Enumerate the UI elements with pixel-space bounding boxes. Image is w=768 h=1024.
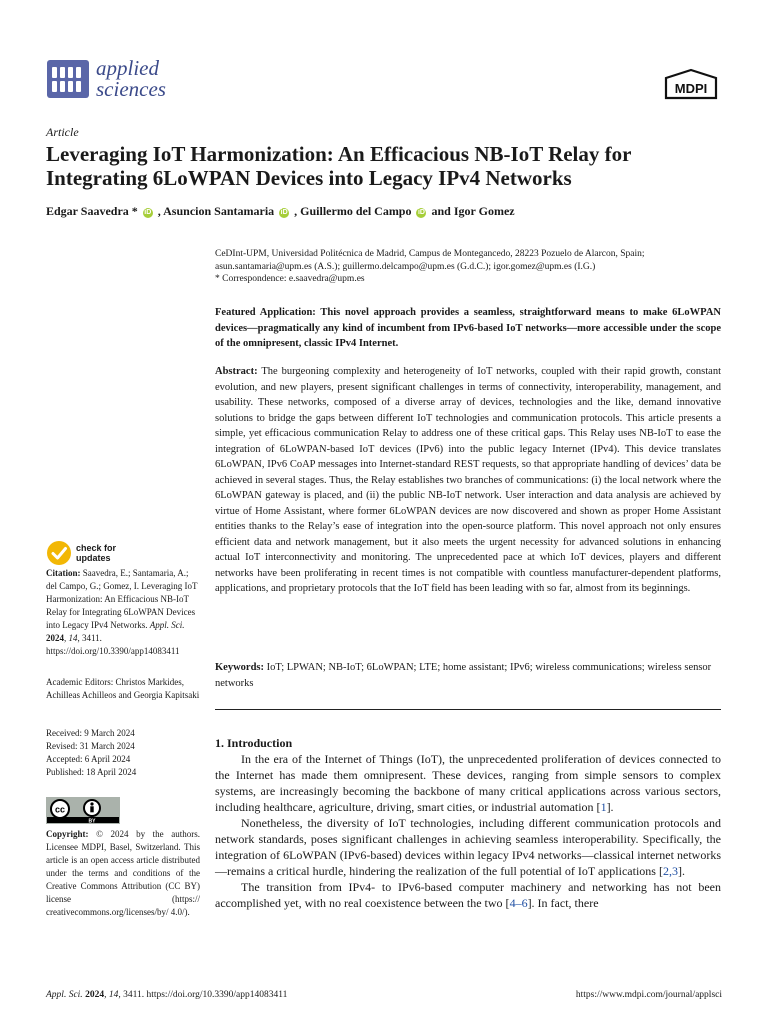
journal-name-line2: sciences <box>96 77 166 101</box>
copyright-text: © 2024 by the authors. Licensee MDPI, Basel, Switzerland. This article is an open access article distributed under the terms and conditions of the Creative Commons Attribution (CC BY) license (https:// creativecommons.org/licenses/by/ 4.0/). <box>46 829 200 917</box>
paragraph-text: In the era of the Internet of Things (IoT), the unprecedented proliferation of devices connected to the Internet has made them omnipresent. These devices, ranging from simple sensors to complex systems, are increasingly becoming the backbone of many critical applications across various sectors, including healthcare, agriculture, driving, smart cities, or industrial automation [ <box>215 752 721 814</box>
publisher-name: MDPI <box>674 81 708 96</box>
footer-journal-url[interactable]: https://www.mdpi.com/journal/applsci <box>575 990 722 1000</box>
affiliation <box>215 248 721 286</box>
footer-volume: , 14 <box>104 990 119 1000</box>
abstract-text: The burgeoning complexity and heterogeneity of IoT networks, coupled with their rapid growth, constant evolution, and new players, present significant challenges in terms of connectivity, interoperability, management, and usability. These networks, composed of a diverse array of devices, technologies and the like, demand innovative solutions to bridge the gaps between different IoT technologies and communication protocols. This article presents a simple, yet efficacious communication Relay to address one of these critical gaps. This Relay uses NB-IoT to ease the integration of 6LoWPAN-based IoT devices (IPv6) into the public legacy Internet (IPv4). This device translates 6LoWPAN, IPv6 CoAP messages into Internet-standard REST requests, so that appropriate handling of devices’ data be achieved in several stages. Thus, the Relay establishes two branches of communications: (i) the local network where the 6LoWPAN gateway is placed, and (ii) the public NB-IoT network. User interaction and data analysis are achieved by virtue of Home Assistant, where former 6LoWPAN devices are now discovered and shown as proper Home Assistant entities thanks to the Relay’s ease of integration into the open-source platform. This novel approach not only ensures efficient data and network management, but it also meets the urgent necessity for advanced solutions in enhancing actual IoT interconnectivity and monitoring. The unprecedented pace at which IoT devices, players and different networks have been proliferating in recent times is not compatible with countless manufacturer-dependent platforms, applications, and proprietary protocols that the IoT field has been leading with so far, almost from its beginnings. <box>215 366 721 594</box>
date-received: Received: 9 March 2024 <box>46 728 135 738</box>
journal-name-line1: applied <box>96 56 159 80</box>
journal-icon <box>46 59 90 99</box>
paragraph-text: ]. <box>606 800 614 814</box>
keywords-text: IoT; LPWAN; NB-IoT; 6LoWPAN; LTE; home assistant; IPv6; wireless communications; wireless sensor networks <box>215 662 712 689</box>
citation-block <box>46 567 200 658</box>
orcid-icon[interactable]: iD <box>144 209 152 216</box>
check-updates-icon <box>46 540 72 566</box>
check-for-updates[interactable] <box>46 540 200 566</box>
author-2[interactable]: , Asuncion Santamaria <box>157 204 275 218</box>
journal-logo[interactable] <box>46 58 166 100</box>
citation-journal: Appl. Sci. <box>149 620 185 630</box>
page-footer <box>46 990 722 1000</box>
featured-application-text: Featured Application: This novel approach provides a seamless, straightforward means to make 6LoWPAN devices—pragmatically any kind of incumbent from IPv6-based IoT networks—more accessible under the scope of the omnipresent, classic IPv4 Internet. <box>215 307 721 349</box>
check-updates-label <box>76 543 116 563</box>
orcid-icon[interactable]: iD <box>280 209 288 216</box>
cc-by-license-icon[interactable] <box>46 797 120 824</box>
introduction-section <box>215 735 721 911</box>
footer-doi[interactable]: , 3411. https://doi.org/10.3390/app14083411 <box>118 990 288 1000</box>
section-heading: 1. Introduction <box>215 736 293 750</box>
author-list <box>46 204 515 219</box>
affiliation-emails: asun.santamaria@upm.es (A.S.); guillermo.delcampo@upm.es (G.d.C.); igor.gomez@upm.es (I.G.) <box>215 261 596 272</box>
author-4[interactable]: and Igor Gomez <box>431 204 515 218</box>
citation-link[interactable]: 4–6 <box>509 896 528 910</box>
affiliation-line: CeDInt-UPM, Universidad Politécnica de Madrid, Campus de Montegancedo, 28223 Pozuelo de Alarcon, Spain; <box>215 249 645 259</box>
section-divider <box>215 709 721 710</box>
paragraph-text: ]. In fact, there <box>527 896 599 910</box>
footer-year: 2024 <box>82 990 105 1000</box>
journal-name <box>96 58 166 100</box>
date-revised: Revised: 31 March 2024 <box>46 741 135 751</box>
footer-journal: Appl. Sci. <box>46 990 83 1000</box>
copyright-notice <box>46 828 200 919</box>
svg-text:BY: BY <box>88 818 96 824</box>
date-published: Published: 18 April 2024 <box>46 767 137 777</box>
orcid-icon[interactable]: iD <box>417 209 425 216</box>
academic-editors <box>46 676 200 702</box>
mdpi-logo[interactable] <box>662 68 720 102</box>
check-updates-line2: updates <box>76 553 111 563</box>
featured-application <box>215 305 721 352</box>
copyright-label: Copyright: <box>46 829 89 839</box>
paragraph-text: The transition from IPv4- to IPv6-based computer machinery and networking has not been accomplished yet, with no real coexistence between the two [ <box>215 880 721 910</box>
article-type: Article <box>46 125 79 139</box>
svg-text:cc: cc <box>54 804 66 815</box>
paragraph-text: Nonetheless, the diversity of IoT technologies, including different communication protocols and network standards, poses significant challenges in achieving seamless interoperability. Specifically, the integration of 6LoWPAN (IPv6-based) devices within legacy IPv4 networks—classical internet networks—remains a critical hurdle, hindering the realization of the full potential of IoT applications [ <box>215 816 721 878</box>
citation-doi[interactable]: , 3411. https://doi.org/10.3390/app14083411 <box>46 633 180 656</box>
keywords-label: Keywords: <box>215 662 264 673</box>
citation-volume: , 14 <box>64 633 78 643</box>
paragraph <box>215 879 721 911</box>
citation-link[interactable]: 1 <box>600 800 607 814</box>
citation-text: Saavedra, E.; Santamaria, A.; del Campo, G.; Gomez, I. Leveraging IoT Harmonization: An Efficacious NB-IoT Relay for Integrating 6LoWPAN Devices into Legacy IPv4 Networks. <box>46 568 198 630</box>
check-updates-line1: check for <box>76 543 117 553</box>
publication-dates <box>46 727 200 779</box>
correspondence: * Correspondence: e.saavedra@upm.es <box>215 274 365 284</box>
paragraph-text: ]. <box>677 864 685 878</box>
paragraph <box>215 815 721 879</box>
citation-label: Citation: <box>46 568 81 578</box>
citation-year: 2024 <box>46 633 64 643</box>
abstract-label: Abstract: <box>215 366 258 377</box>
abstract <box>215 364 721 597</box>
academic-editors-text: Academic Editors: Christos Markides, Achilleas Achilleos and Georgia Kapitsaki <box>46 677 200 700</box>
author-1[interactable]: Edgar Saavedra * <box>46 204 138 218</box>
citation-link[interactable]: 2,3 <box>662 864 678 878</box>
footer-citation <box>46 990 287 1000</box>
author-3[interactable]: , Guillermo del Campo <box>294 204 412 218</box>
keywords <box>215 660 721 691</box>
date-accepted: Accepted: 6 April 2024 <box>46 754 131 764</box>
article-title: Leveraging IoT Harmonization: An Efficacious NB-IoT Relay for Integrating 6LoWPAN Devices into Legacy IPv4 Networks <box>46 142 632 190</box>
paragraph <box>215 751 721 815</box>
